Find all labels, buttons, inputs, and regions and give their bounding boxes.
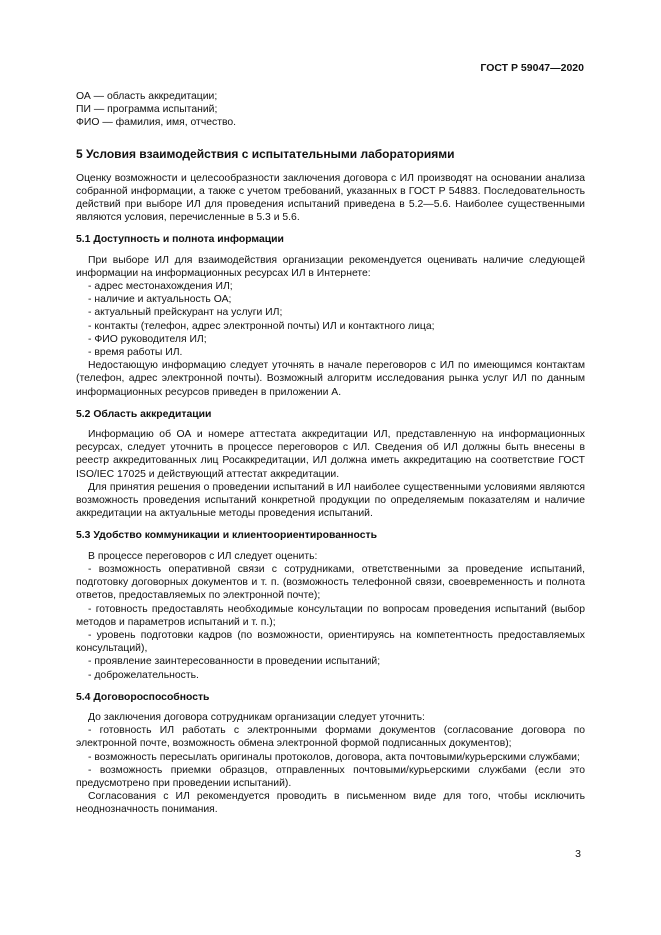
abbreviation-item: ПИ — программа испытаний; (76, 104, 218, 116)
paragraph: Недостающую информацию следует уточнять в начале переговоров с ИЛ по имеющимся контактам (телефон, адрес электронной почты). Возможный алгоритм исследования рынка услуг ИЛ по данным информационных ресурсов приведен в приложении А. (76, 360, 585, 398)
bullet-list (76, 724, 585, 790)
subsection-intro: При выборе ИЛ для взаимодействия организации рекомендуется оценивать наличие следующей информации на информационных ресурсах ИЛ в Интернете: (76, 254, 585, 279)
bullet-list (76, 563, 585, 682)
subsection-heading: 5.1 Доступность и полнота информации (76, 234, 284, 246)
list-item: - контакты (телефон, адрес электронной почты) ИЛ и контактного лица; (88, 320, 435, 332)
list-item: - возможность пересылать оригиналы протоколов, договора, акта почтовыми/курьерскими службами; (88, 751, 580, 763)
list-item: - ФИО руководителя ИЛ; (88, 333, 207, 345)
subsection-intro: До заключения договора сотрудникам организации следует уточнить: (88, 711, 425, 723)
bullet-list (76, 280, 585, 359)
list-item: - готовность ИЛ работать с электронными формами документов (согласование договора по электронной почте, возможность обмена электронной формой подписанных документов); (76, 725, 585, 750)
section-heading: 5 Условия взаимодействия с испытательными лабораториями (76, 146, 455, 161)
list-item: - возможность приемки образцов, отправленных почтовыми/курьерскими службами (если это предусмотрено при проведении испытаний). (76, 764, 585, 789)
abbreviation-list (76, 90, 585, 130)
list-item: - адрес местонахождения ИЛ; (88, 281, 233, 293)
list-item: - уровень подготовки кадров (по возможности, ориентируясь на компетентность предоставляемых консультаций), (76, 629, 585, 655)
subsection-heading: 5.3 Удобство коммуникации и клиентоориентированность (76, 530, 377, 542)
abbreviation-item: ОА — область аккредитации; (76, 91, 218, 102)
subsection-intro: В процессе переговоров с ИЛ следует оценить: (88, 550, 318, 562)
paragraph: Для принятия решения о проведении испытаний в ИЛ наиболее существенными условиями являются возможность проведения испытаний конкретной продукции по определяемым показателям и наличие аккредитации на актуальные методы проведения испытаний. (76, 481, 585, 520)
page-number: 3 (575, 848, 581, 860)
list-item: - время работы ИЛ. (88, 347, 183, 359)
list-item: - наличие и актуальность ОА; (88, 294, 232, 306)
paragraph: Согласования с ИЛ рекомендуется проводить в письменном виде для того, чтобы исключить неоднозначность понимания. (76, 791, 585, 816)
list-item: - доброжелательность. (88, 669, 199, 681)
abbreviation-item: ФИО — фамилия, имя, отчество. (76, 117, 237, 129)
list-item: - возможность оперативной связи с сотрудниками, ответственными за проведение испытаний, подготовку договорных документов и т. п. (возможность телефонной связи, своевременность и полнота ответов, предоставляемых по электронной почте); (76, 563, 585, 602)
subsection-heading: 5.2 Область аккредитации (76, 408, 212, 420)
subsection-heading: 5.4 Договороспособность (76, 691, 210, 703)
section-intro-text: Оценку возможности и целесообразности заключения договора с ИЛ производят на основании анализа собранной информации, а также с учетом требований, указанных в ГОСТ Р 54883. Последовательность действий при выборе ИЛ для проведения испытаний приведена в 5.2—5.6. Наиболее существенными являются условия, перечисленные в 5.3 и 5.6. (76, 172, 585, 224)
list-item: - актуальный прейскурант на услуги ИЛ; (88, 307, 283, 319)
list-item: - готовность предоставлять необходимые консультации по вопросам проведения испытаний (выбор методов и параметров испытаний и т. п.); (76, 603, 585, 628)
list-item: - проявление заинтересованности в проведении испытаний; (88, 656, 381, 668)
section-intro (76, 172, 585, 225)
paragraph: Информацию об ОА и номере аттестата аккредитации ИЛ, представленную на информационных ресурсах, следует уточнить в процессе переговоров с ИЛ. Сведения об ИЛ должны быть внесены в реестр аккредитованных лиц Росаккредитации, ИЛ должна иметь аккредитацию на соответствие ГОСТ ISO/IEC 17025 и действующий аттестат аккредитации. (76, 429, 585, 480)
page-content (76, 90, 585, 817)
document-code: ГОСТ Р 59047—2020 (480, 62, 584, 74)
